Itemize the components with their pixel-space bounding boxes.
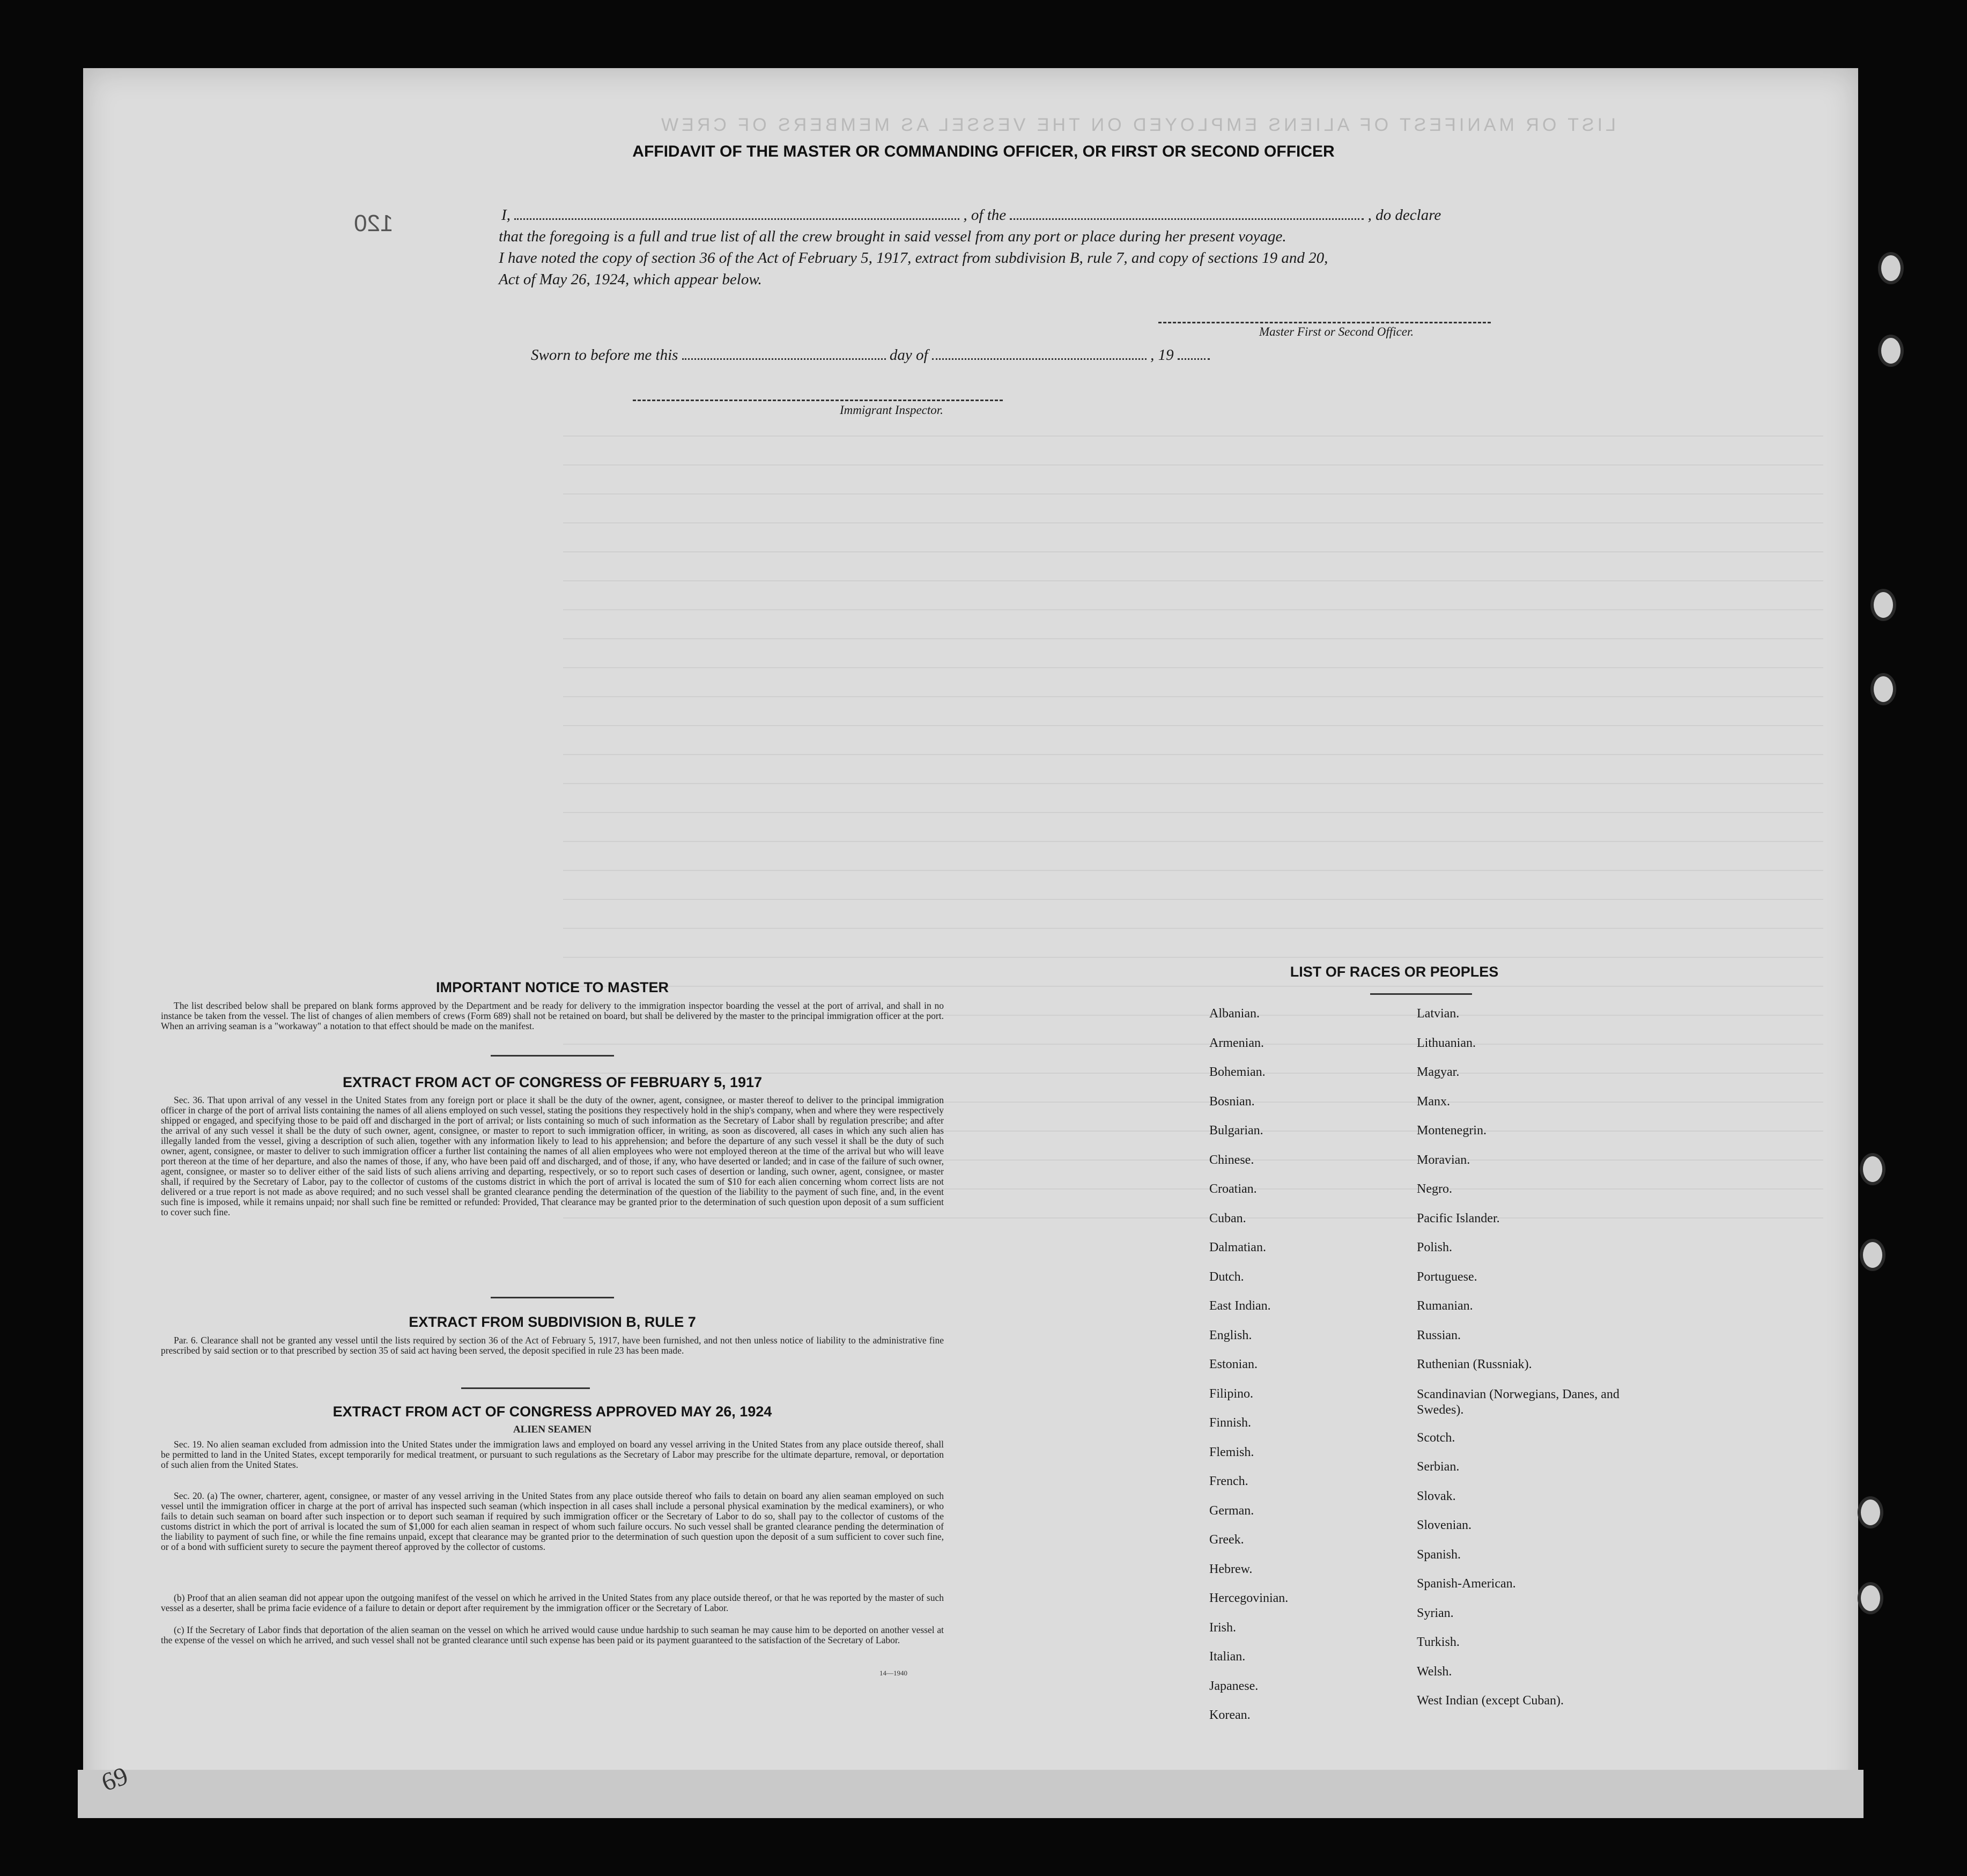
bleed-through-row [563, 1073, 1823, 1074]
extract-1924-title: EXTRACT FROM ACT OF CONGRESS APPROVED MAY 26, 1924 [332, 1404, 772, 1420]
races-rule [1370, 993, 1472, 995]
affidavit-line-3: I have noted the copy of section 36 of the Act of February 5, 1917, extract from subdivision B, rule 7, and copy of sections 19 and 20, [499, 249, 1328, 267]
bleed-through-row [563, 754, 1823, 755]
sworn-label: Sworn to before me this [531, 346, 678, 364]
extract-1917-title: EXTRACT FROM ACT OF CONGRESS OF FEBRUARY 5, 1917 [342, 1074, 763, 1090]
race-item: Montenegrin. [1417, 1124, 1487, 1138]
race-item: Bulgarian. [1209, 1124, 1263, 1138]
inspector-caption: Immigrant Inspector. [840, 403, 943, 417]
extract-1917-text: Sec. 36. That upon arrival of any vessel in the United States from any foreign port or place it shall be the duty of the owner, agent, consignee, or master thereof to deliver to the principal immigration officer in charge of the port of arrival lists containing the names of all aliens employed on such vessel, stating the positions they respectively hold in the ship's company, when and where they were respectively shipped or engaged, and specifying those to be paid off and discharged in the port of arrival; or lists containing so much of such information as the Secretary of Labor shall by regulation prescribe; and after the arrival of any such vessel it shall be the duty of such owner, agent, consignee, or master to report to such immigration officer, in writing, as soon as discovered, all cases in which any such alien has illegally landed from the vessel, giving a description of such alien, together with any information likely to lead to his apprehension; and before the departure of any such vessel it shall be the duty of such owner, agent, consignee, or master to deliver to such immigration officer a further list containing the names of all alien employees who were not employed thereon at the time of the arrival but who will leave port thereon at the time of her departure, and also the names of those, if any, who have been paid off and discharged, and of those, if any, who have deserted or landed; and in case of the failure of such owner, agent, consignee, or master so to deliver either of the said lists of such aliens arriving and departing, respectively, or so to report such cases of desertion or landing, such owner, agent, consignee, or master shall, if required by the Secretary of Labor, pay to the collector of customs of the customs district in which the port of arrival is located the sum of $10 for each alien concerning whom correct lists are not delivered or a true report is not made as above required; and no such vessel shall be granted clearance pending the determination of the question of the liability to the payment of such fine, and, in the event such fine is imposed, while it remains unpaid; nor shall such fine be remitted or refunded: Provided, That clearance may be granted prior to the determination of such question upon deposit of a sum sufficient to cover such fine. [161, 1095, 944, 1217]
master-signature-line[interactable] [1158, 322, 1491, 323]
day-of-label: day of [889, 346, 928, 364]
handwritten-corner-mark: 69 [98, 1761, 132, 1797]
race-item: Dutch. [1209, 1269, 1244, 1284]
race-item: Syrian. [1417, 1606, 1454, 1620]
race-item: Latvian. [1417, 1007, 1460, 1021]
race-item: Ruthenian (Russniak). [1417, 1357, 1532, 1371]
affidavit-title: AFFIDAVIT OF THE MASTER OR COMMANDING OFFICER, OR FIRST OR SECOND OFFICER [632, 143, 1335, 160]
race-item: Serbian. [1417, 1460, 1460, 1474]
bleed-through-row [563, 580, 1823, 581]
race-item: Bohemian. [1209, 1065, 1266, 1079]
race-item: Manx. [1417, 1094, 1450, 1109]
extract-1917-rule [491, 1297, 614, 1298]
bleed-through-row [563, 522, 1823, 523]
races-left-column [1209, 1007, 1288, 1738]
race-item: Scotch. [1417, 1430, 1455, 1445]
bleed-through-row [563, 899, 1823, 900]
punch-hole [1858, 1582, 1883, 1614]
bleed-through-row [563, 1044, 1823, 1045]
race-item: Spanish. [1417, 1547, 1461, 1562]
bleed-through-row [563, 551, 1823, 552]
section-19-text: Sec. 19. No alien seaman excluded from admission into the United States under the immigration laws and employed on board any vessel arriving in the United States from any place outside thereof, shall be permitted to land in the United States, except temporarily for medical treatment, or pursuant to such regulations as the Secretary of Labor may prescribe for the ultimate departure, removal, or deportation of such alien from the United States. [161, 1439, 944, 1470]
of-the-label: , of the [963, 206, 1007, 224]
race-item: Filipino. [1209, 1386, 1254, 1401]
bleed-through-row [563, 841, 1823, 842]
rule7-rule [461, 1387, 590, 1389]
sworn-line [531, 346, 1210, 364]
race-item: Flemish. [1209, 1445, 1254, 1459]
race-item: German. [1209, 1503, 1254, 1518]
bleed-through-row [563, 928, 1823, 929]
bleed-through-row [563, 696, 1823, 697]
race-item: Slovenian. [1417, 1518, 1471, 1532]
affidavit-line-1 [501, 206, 1441, 224]
form-number: 14—1940 [879, 1669, 907, 1677]
bleed-through-row [563, 493, 1823, 494]
race-item: Lithuanian. [1417, 1036, 1476, 1050]
punch-hole [1860, 1239, 1885, 1271]
race-item: Greek. [1209, 1533, 1244, 1547]
race-item: Japanese. [1209, 1679, 1259, 1693]
year-label: , 19 [1150, 346, 1174, 364]
notice-title: IMPORTANT NOTICE TO MASTER [436, 979, 669, 995]
race-item: Magyar. [1417, 1065, 1460, 1079]
side-number: 120 [354, 210, 394, 237]
races-title: LIST OF RACES OR PEOPLES [1290, 964, 1499, 980]
race-item: Hercegovinian. [1209, 1591, 1289, 1605]
race-item: Finnish. [1209, 1416, 1252, 1430]
bleed-through-heading: LIST OR MANIFEST OF ALIENS EMPLOYED ON THE VESSEL AS MEMBERS OF CREW [658, 115, 1616, 135]
race-item: Welsh. [1417, 1664, 1452, 1679]
race-item: Estonian. [1209, 1357, 1258, 1371]
master-caption: Master First or Second Officer. [1259, 325, 1414, 338]
bleed-through-row [563, 957, 1823, 958]
alien-seamen-subtitle: ALIEN SEAMEN [513, 1424, 592, 1435]
declare-label: , do declare [1367, 206, 1441, 224]
declarant-prefix: I, [501, 206, 511, 224]
race-item: Moravian. [1417, 1153, 1470, 1167]
bleed-through-row [563, 667, 1823, 668]
race-item: Croatian. [1209, 1182, 1257, 1196]
race-item: West Indian (except Cuban). [1417, 1694, 1564, 1708]
punch-hole [1878, 252, 1904, 284]
race-item: Armenian. [1209, 1036, 1264, 1050]
inspector-signature-line[interactable] [633, 400, 1003, 401]
underlying-sheet-edge [78, 1770, 1864, 1818]
race-item: Scandinavian (Norwegians, Danes, and Swedes). [1417, 1387, 1620, 1417]
race-item: Cuban. [1209, 1211, 1246, 1225]
punch-hole [1860, 1153, 1885, 1185]
race-item: Hebrew. [1209, 1562, 1253, 1576]
race-item: Irish. [1209, 1620, 1236, 1635]
section-20b-text: (b) Proof that an alien seaman did not appear upon the outgoing manifest of the vessel on which he arrived in the United States from any place outside thereof, or that he was reported by the master of such vessel as a deserter, shall be prima facie evidence of a failure to detain or deport after requirement by the immigration officer or the Secretary of Labor. [161, 1592, 944, 1613]
race-item: Negro. [1417, 1182, 1452, 1196]
punch-hole [1858, 1496, 1883, 1528]
notice-text: The list described below shall be prepared on blank forms approved by the Department and be ready for delivery to the immigration inspector boarding the vessel at the port of arrival, and shall in no instance be taken from the vessel. The list of changes of alien members of crews (Form 689) shall not be retained on board, but shall be delivered by the master to the principal immigration officer at the port. When an arriving seaman is a "workaway" a notation to that effect should be made on the manifest. [161, 1000, 944, 1031]
race-item: Italian. [1209, 1650, 1246, 1664]
sworn-year-field[interactable] [1178, 355, 1210, 360]
rule7-text: Par. 6. Clearance shall not be granted any vessel until the lists required by section 36 of the Act of February 5, 1917, have been furnished, and not then unless notice of liability to the administrative fine prescribed by said section or to that prescribed by section 35 of said act having been served, the deposit specified in rule 23 has been made. [161, 1335, 944, 1356]
race-item: Rumanian. [1417, 1299, 1473, 1313]
bleed-through-row [563, 638, 1823, 639]
race-item: Bosnian. [1209, 1094, 1255, 1109]
bleed-through-row [563, 725, 1823, 726]
race-item: Slovak. [1417, 1489, 1456, 1503]
bleed-through-row [563, 609, 1823, 610]
race-item: East Indian. [1209, 1299, 1271, 1313]
vessel-name-field[interactable] [1010, 215, 1364, 220]
affidavit-line-2: that the foregoing is a full and true list of all the crew brought in said vessel from any port or place during her present voyage. [499, 228, 1286, 245]
race-item: Albanian. [1209, 1007, 1260, 1021]
punch-hole [1870, 589, 1896, 621]
race-item: Turkish. [1417, 1635, 1460, 1649]
sworn-month-field[interactable] [932, 355, 1147, 360]
declarant-name-field[interactable] [514, 215, 959, 220]
race-item: Pacific Islander. [1417, 1211, 1500, 1225]
race-item: Polish. [1417, 1240, 1453, 1254]
race-item: Korean. [1209, 1708, 1251, 1722]
races-right-column [1417, 1007, 1621, 1723]
race-item: English. [1209, 1328, 1252, 1342]
race-item: Dalmatian. [1209, 1240, 1266, 1254]
bleed-through-row [563, 464, 1823, 466]
bleed-through-row [563, 870, 1823, 871]
punch-hole [1878, 335, 1904, 367]
section-20c-text: (c) If the Secretary of Labor finds that deportation of the alien seaman on the vessel on which he arrived would cause undue hardship to such seaman he may cause him to be deported on another vessel at the expense of the vessel on which he arrived, and such vessel shall not be granted clearance until such expense has been paid or its payment guaranteed to the satisfaction of the Secretary of Labor. [161, 1624, 944, 1645]
race-item: French. [1209, 1474, 1248, 1488]
affidavit-line-4: Act of May 26, 1924, which appear below. [499, 271, 762, 288]
race-item: Chinese. [1209, 1153, 1254, 1167]
bleed-through-row [563, 435, 1823, 437]
race-item: Spanish-American. [1417, 1577, 1516, 1591]
bleed-through-row [563, 812, 1823, 813]
bleed-through-row [563, 1217, 1823, 1218]
section-20a-text: Sec. 20. (a) The owner, charterer, agent, consignee, or master of any vessel arriving in the United States from any place outside thereof who fails to detain on board any alien seaman employed on such vessel until the immigration officer in charge at the port of arrival has inspected such seaman (which inspection in all cases shall include a personal physical examination by the medical examiners), or who fails to detain such seaman on board after such inspection or to deport such seaman if required by such immigration officer or the Secretary of Labor to do so, shall pay to the collector of customs of the customs district in which the port of arrival is located the sum of $1,000 for each alien seaman in respect of whom such failure occurs. No such vessel shall be granted clearance pending the determination of the liability to payment of such fine, or while the fine remains unpaid, except that clearance may be granted prior to the determination of such question upon the deposit of a sum sufficient to cover such fine, or of a bond with sufficient surety to secure the payment thereof approved by the collector of customs. [161, 1490, 944, 1552]
rule7-title: EXTRACT FROM SUBDIVISION B, RULE 7 [409, 1314, 696, 1330]
sworn-day-field[interactable] [682, 355, 886, 360]
notice-rule [491, 1055, 614, 1057]
punch-hole [1870, 673, 1896, 705]
race-item: Russian. [1417, 1328, 1461, 1342]
bleed-through-row [563, 783, 1823, 784]
race-item: Portuguese. [1417, 1269, 1477, 1284]
